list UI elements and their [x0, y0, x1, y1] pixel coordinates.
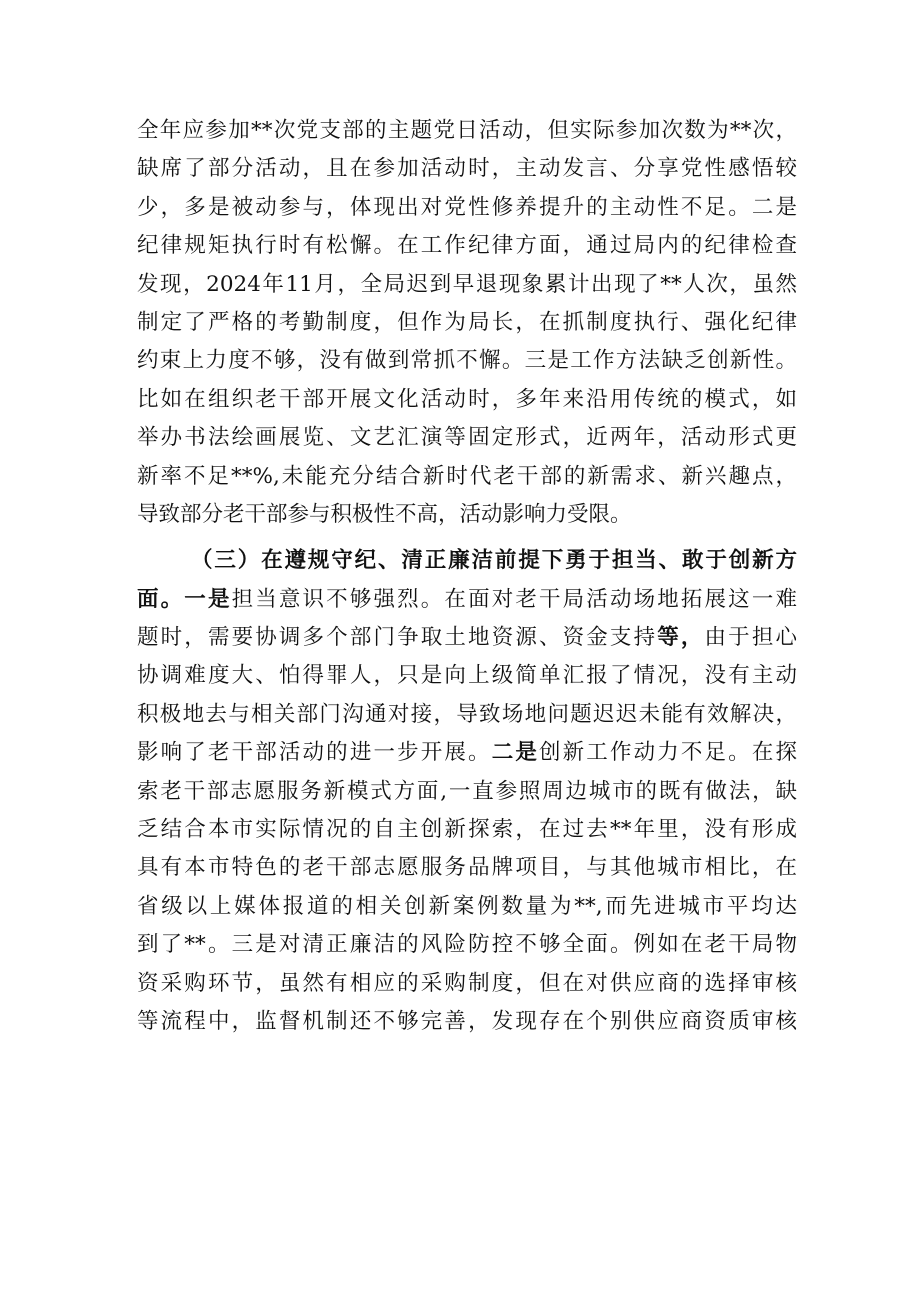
text-line	[137, 581, 797, 619]
text-line: 到了**。三是对清正廉洁的风险防控不够全面。例如在老干局物	[137, 932, 797, 958]
text-line-last: 导致部分老干部参与积极性不高，活动影响力受限。	[137, 501, 632, 527]
text-line: 约束上力度不够，没有做到常抓不懈。三是工作方法缺乏创新性。	[137, 348, 797, 374]
text-line: 新率不足**%,未能充分结合新时代老干部的新需求、新兴趣点，	[137, 463, 797, 489]
text-line: 具有本市特色的老干部志愿服务品牌项目，与其他城市相比，在	[137, 855, 797, 881]
text-run: 影响了老干部活动的进一步开展。	[137, 740, 492, 766]
text-line: 比如在组织老干部开展文化活动时，多年来沿用传统的模式，如	[137, 386, 797, 412]
bold-lead: 二是	[491, 740, 539, 766]
text-line: 索老干部志愿服务新模式方面,一直参照周边城市的既有做法，缺	[137, 778, 797, 804]
text-line: 积极地去与相关部门沟通对接，导致场地问题迟迟未能有效解决，	[137, 701, 797, 727]
section-heading: （三）在遵规守纪、清正廉洁前提下勇于担当、敢于创新方	[191, 548, 797, 574]
paragraph-gap	[137, 534, 797, 542]
text-line: 纪律规矩执行时有松懈。在工作纪律方面，通过局内的纪律检查	[137, 233, 797, 259]
text-run: 担当意识不够强烈。在面对老干局活动场地拓展这一难	[231, 586, 797, 612]
text-line: 少，多是被动参与，体现出对党性修养提升的主动性不足。二是	[137, 194, 797, 220]
text-line: 省级以上媒体报道的相关创新案例数量为**,而先进城市平均达	[137, 893, 797, 919]
text-run: 题时，需要协调多个部门争取土地资源、资金支持	[137, 625, 658, 651]
text-line: 举办书法绘画展览、文艺汇演等固定形式，近两年，活动形式更	[137, 425, 797, 451]
text-line: 缺席了部分活动，且在参加活动时，主动发言、分享党性感悟较	[137, 156, 797, 182]
text-run: 创新工作动力不足。在探	[539, 740, 797, 766]
text-line: 资采购环节，虽然有相应的采购制度，但在对供应商的选择审核	[137, 970, 797, 996]
text-line	[137, 619, 797, 657]
text-line: 乏结合本市实际情况的自主创新探索，在过去**年里，没有形成	[137, 817, 797, 843]
bold-lead: 面。一是	[137, 586, 232, 612]
text-line: 协调难度大、怕得罪人，只是向上级简单汇报了情况，没有主动	[137, 663, 797, 689]
bold-run: 等，	[657, 625, 705, 651]
text-line: 全年应参加**次党支部的主题党日活动，但实际参加次数为**次，	[137, 118, 797, 143]
text-line: 制定了严格的考勤制度，但作为局长，在抓制度执行、强化纪律	[137, 309, 797, 335]
text-run: 由于担心	[704, 625, 797, 651]
text-line	[137, 734, 797, 772]
text-line: 等流程中，监督机制还不够完善，发现存在个别供应商资质审核	[137, 1008, 797, 1034]
text-line: 发现，2024年11月，全局迟到早退现象累计出现了**人次，虽然	[137, 271, 797, 297]
document-body	[137, 112, 797, 1041]
